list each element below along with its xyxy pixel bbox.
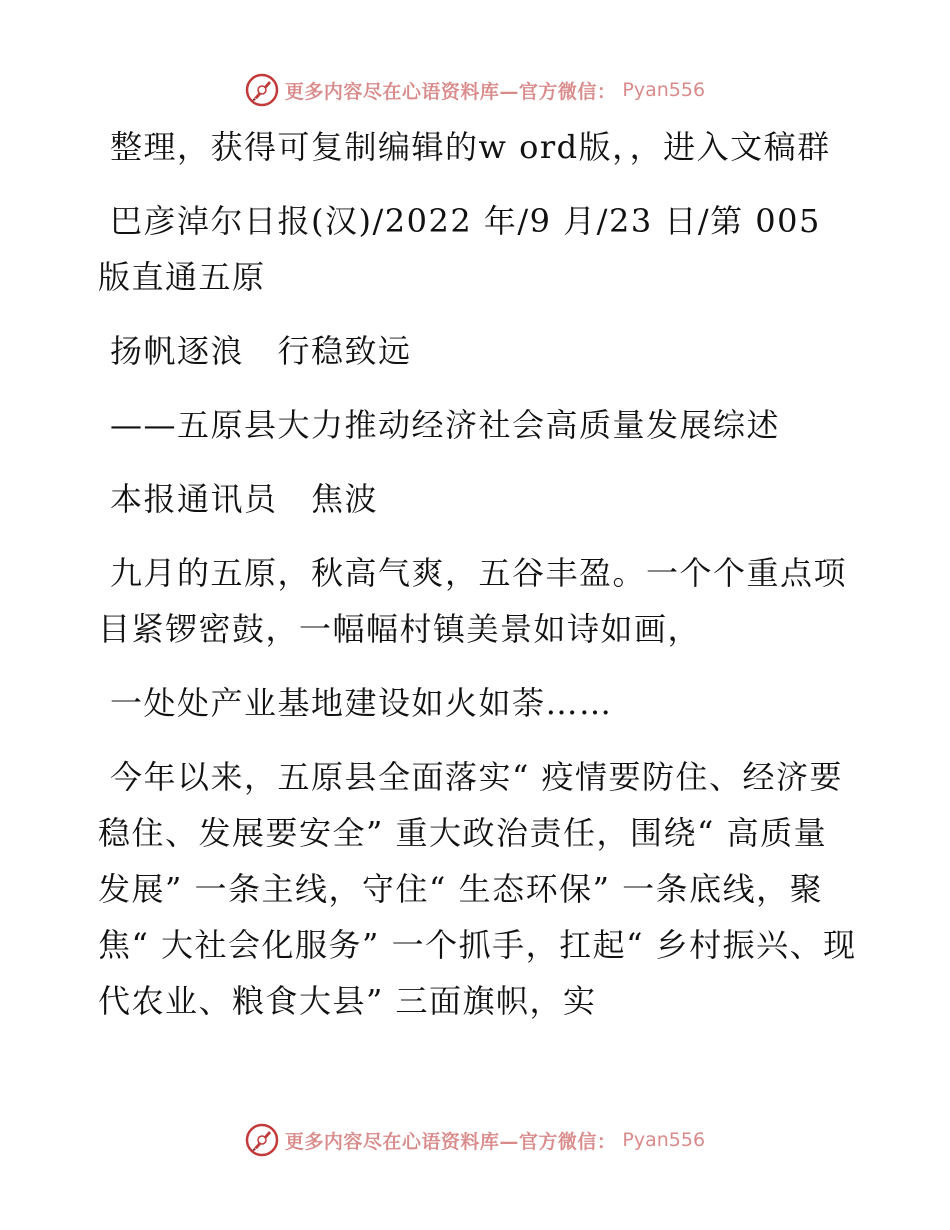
watermark-text: 更多内容尽在心语资料库—官方微信： bbox=[284, 1130, 617, 1153]
article-title: 扬帆逐浪 行稳致远 bbox=[110, 332, 412, 370]
watermark-text: 更多内容尽在心语资料库—官方微信： bbox=[284, 80, 617, 103]
header-watermark bbox=[0, 70, 950, 110]
article-subtitle: ——五原县大力推动经济社会高质量发展综述 bbox=[110, 406, 781, 444]
article-byline: 本报通讯员 焦波 bbox=[110, 480, 379, 518]
quill-pen-icon bbox=[245, 1123, 279, 1157]
paragraph-body: 今年以来，五原县全面落实“ 疫情要防住、经济要稳住、发展要安全” 重大政治责任，围绕“ 高质量发展” 一条主线，守住“ 生态环保” 一条底线，聚焦“ 大社会化服务” 一个抓手，扛起“ 乡村振兴、现代农业、粮食大县” 三面旗帜，实 bbox=[98, 758, 857, 1020]
document-body bbox=[98, 119, 858, 1047]
watermark-handle: Pyan556 bbox=[622, 1129, 706, 1151]
footer-watermark bbox=[0, 1120, 950, 1160]
paragraph-intro: 九月的五原，秋高气爽，五谷丰盈。一个个重点项目紧锣密鼓，一幅幅村镇美景如诗如画， bbox=[98, 554, 848, 648]
watermark-handle: Pyan556 bbox=[622, 79, 706, 101]
quill-pen-icon bbox=[245, 73, 279, 107]
paragraph-note: 整理，获得可复制编辑的w ord版，，进入文稿群 bbox=[110, 128, 831, 166]
paragraph-intro-cont: 一处处产业基地建设如火如荼…… bbox=[110, 684, 613, 722]
paragraph-source: 巴彦淖尔日报(汉)/2022 年/9 月/23 日/第 005 版直通五原 bbox=[98, 202, 821, 296]
